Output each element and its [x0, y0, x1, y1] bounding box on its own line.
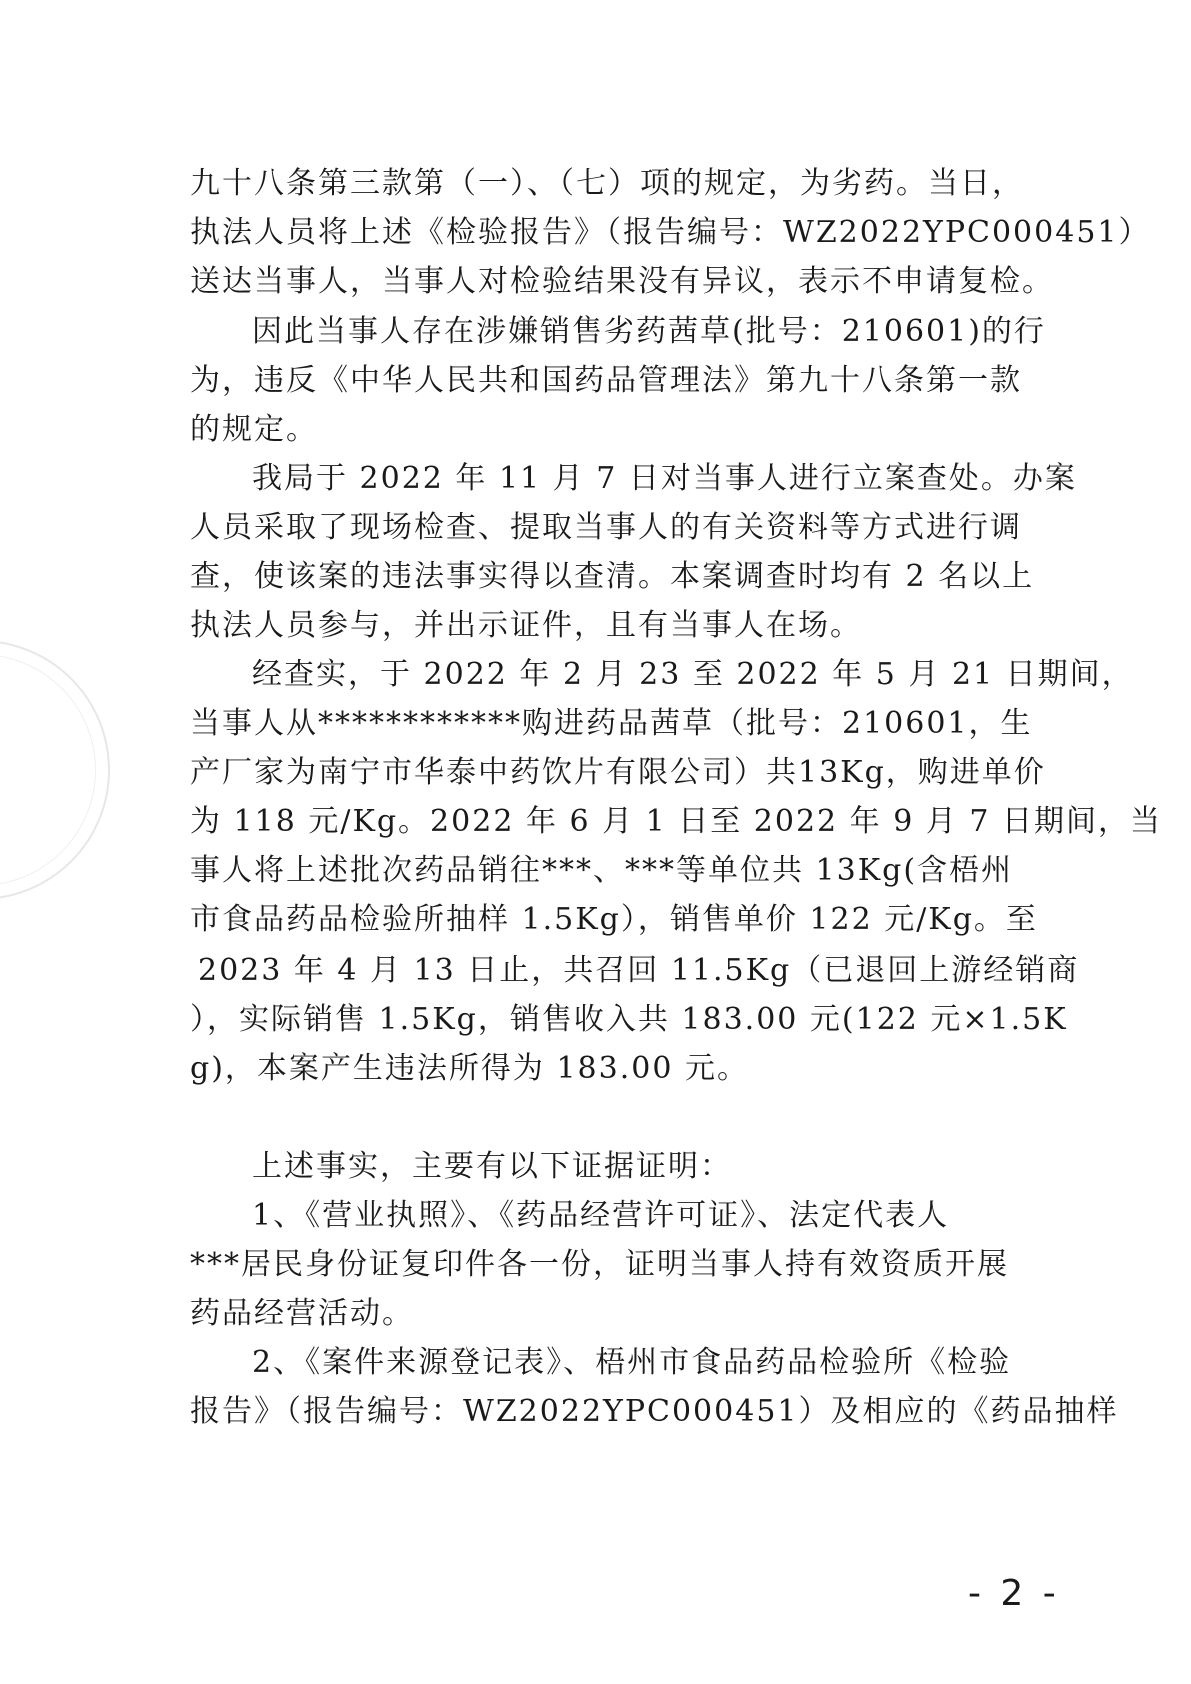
text-line: 为 118 元/Kg。2022 年 6 月 1 日至 2022 年 9 月 7 日期间，当	[190, 804, 1162, 839]
text-line: 事人将上述批次药品销往***、***等单位共 13Kg(含梧州	[190, 853, 1014, 888]
text-line: 因此当事人存在涉嫌销售劣药茜草(批号：210601)的行	[252, 314, 1046, 349]
text-line: 人员采取了现场检查、提取当事人的有关资料等方式进行调	[190, 510, 1022, 545]
text-line: 为，违反《中华人民共和国药品管理法》第九十八条第一款	[190, 363, 1022, 398]
text-line: 我局于 2022 年 11 月 7 日对当事人进行立案查处。办案	[252, 461, 1077, 496]
text-line: 送达当事人，当事人对检验结果没有异议，表示不申请复检。	[190, 264, 1054, 299]
text-line: 经查实，于 2022 年 2 月 23 至 2022 年 5 月 21 日期间，	[252, 657, 1134, 692]
text-line: ），实际销售 1.5Kg，销售收入共 183.00 元(122 元×1.5K	[190, 1002, 1068, 1037]
page-number: - 2 -	[968, 1573, 1060, 1614]
text-line: 市食品药品检验所抽样 1.5Kg），销售单价 122 元/Kg。至	[190, 902, 1038, 937]
text-line: 查，使该案的违法事实得以查清。本案调查时均有 2 名以上	[190, 559, 1035, 594]
text-line: 执法人员将上述《检验报告》（报告编号：WZ2022YPC000451）	[190, 215, 1151, 250]
text-line: 执法人员参与，并出示证件，且有当事人在场。	[190, 608, 862, 643]
text-line: 2、《案件来源登记表》、梧州市食品药品检验所《检验	[252, 1345, 1012, 1380]
text-line: 上述事实，主要有以下证据证明：	[252, 1149, 732, 1184]
text-line: 2023 年 4 月 13 日止，共召回 11.5Kg（已退回上游经销商	[198, 953, 1080, 988]
text-line: 九十八条第三款第（一）、（七）项的规定，为劣药。当日，	[190, 166, 1024, 201]
text-line: 产厂家为南宁市华泰中药饮片有限公司）共13Kg，购进单价	[190, 755, 1046, 790]
text-line: 当事人从************购进药品茜草（批号：210601，生	[190, 706, 1033, 741]
official-seal-impression	[0, 640, 110, 900]
text-line: 1、《营业执照》、《药品经营许可证》、法定代表人	[252, 1198, 950, 1233]
text-line: 药品经营活动。	[190, 1296, 414, 1331]
text-line: 报告》（报告编号：WZ2022YPC000451）及相应的《药品抽样	[190, 1394, 1119, 1429]
text-line: ***居民身份证复印件各一份，证明当事人持有效资质开展	[190, 1247, 1009, 1282]
text-line: 的规定。	[190, 412, 318, 447]
text-line: g)，本案产生违法所得为 183.00 元。	[190, 1051, 749, 1086]
